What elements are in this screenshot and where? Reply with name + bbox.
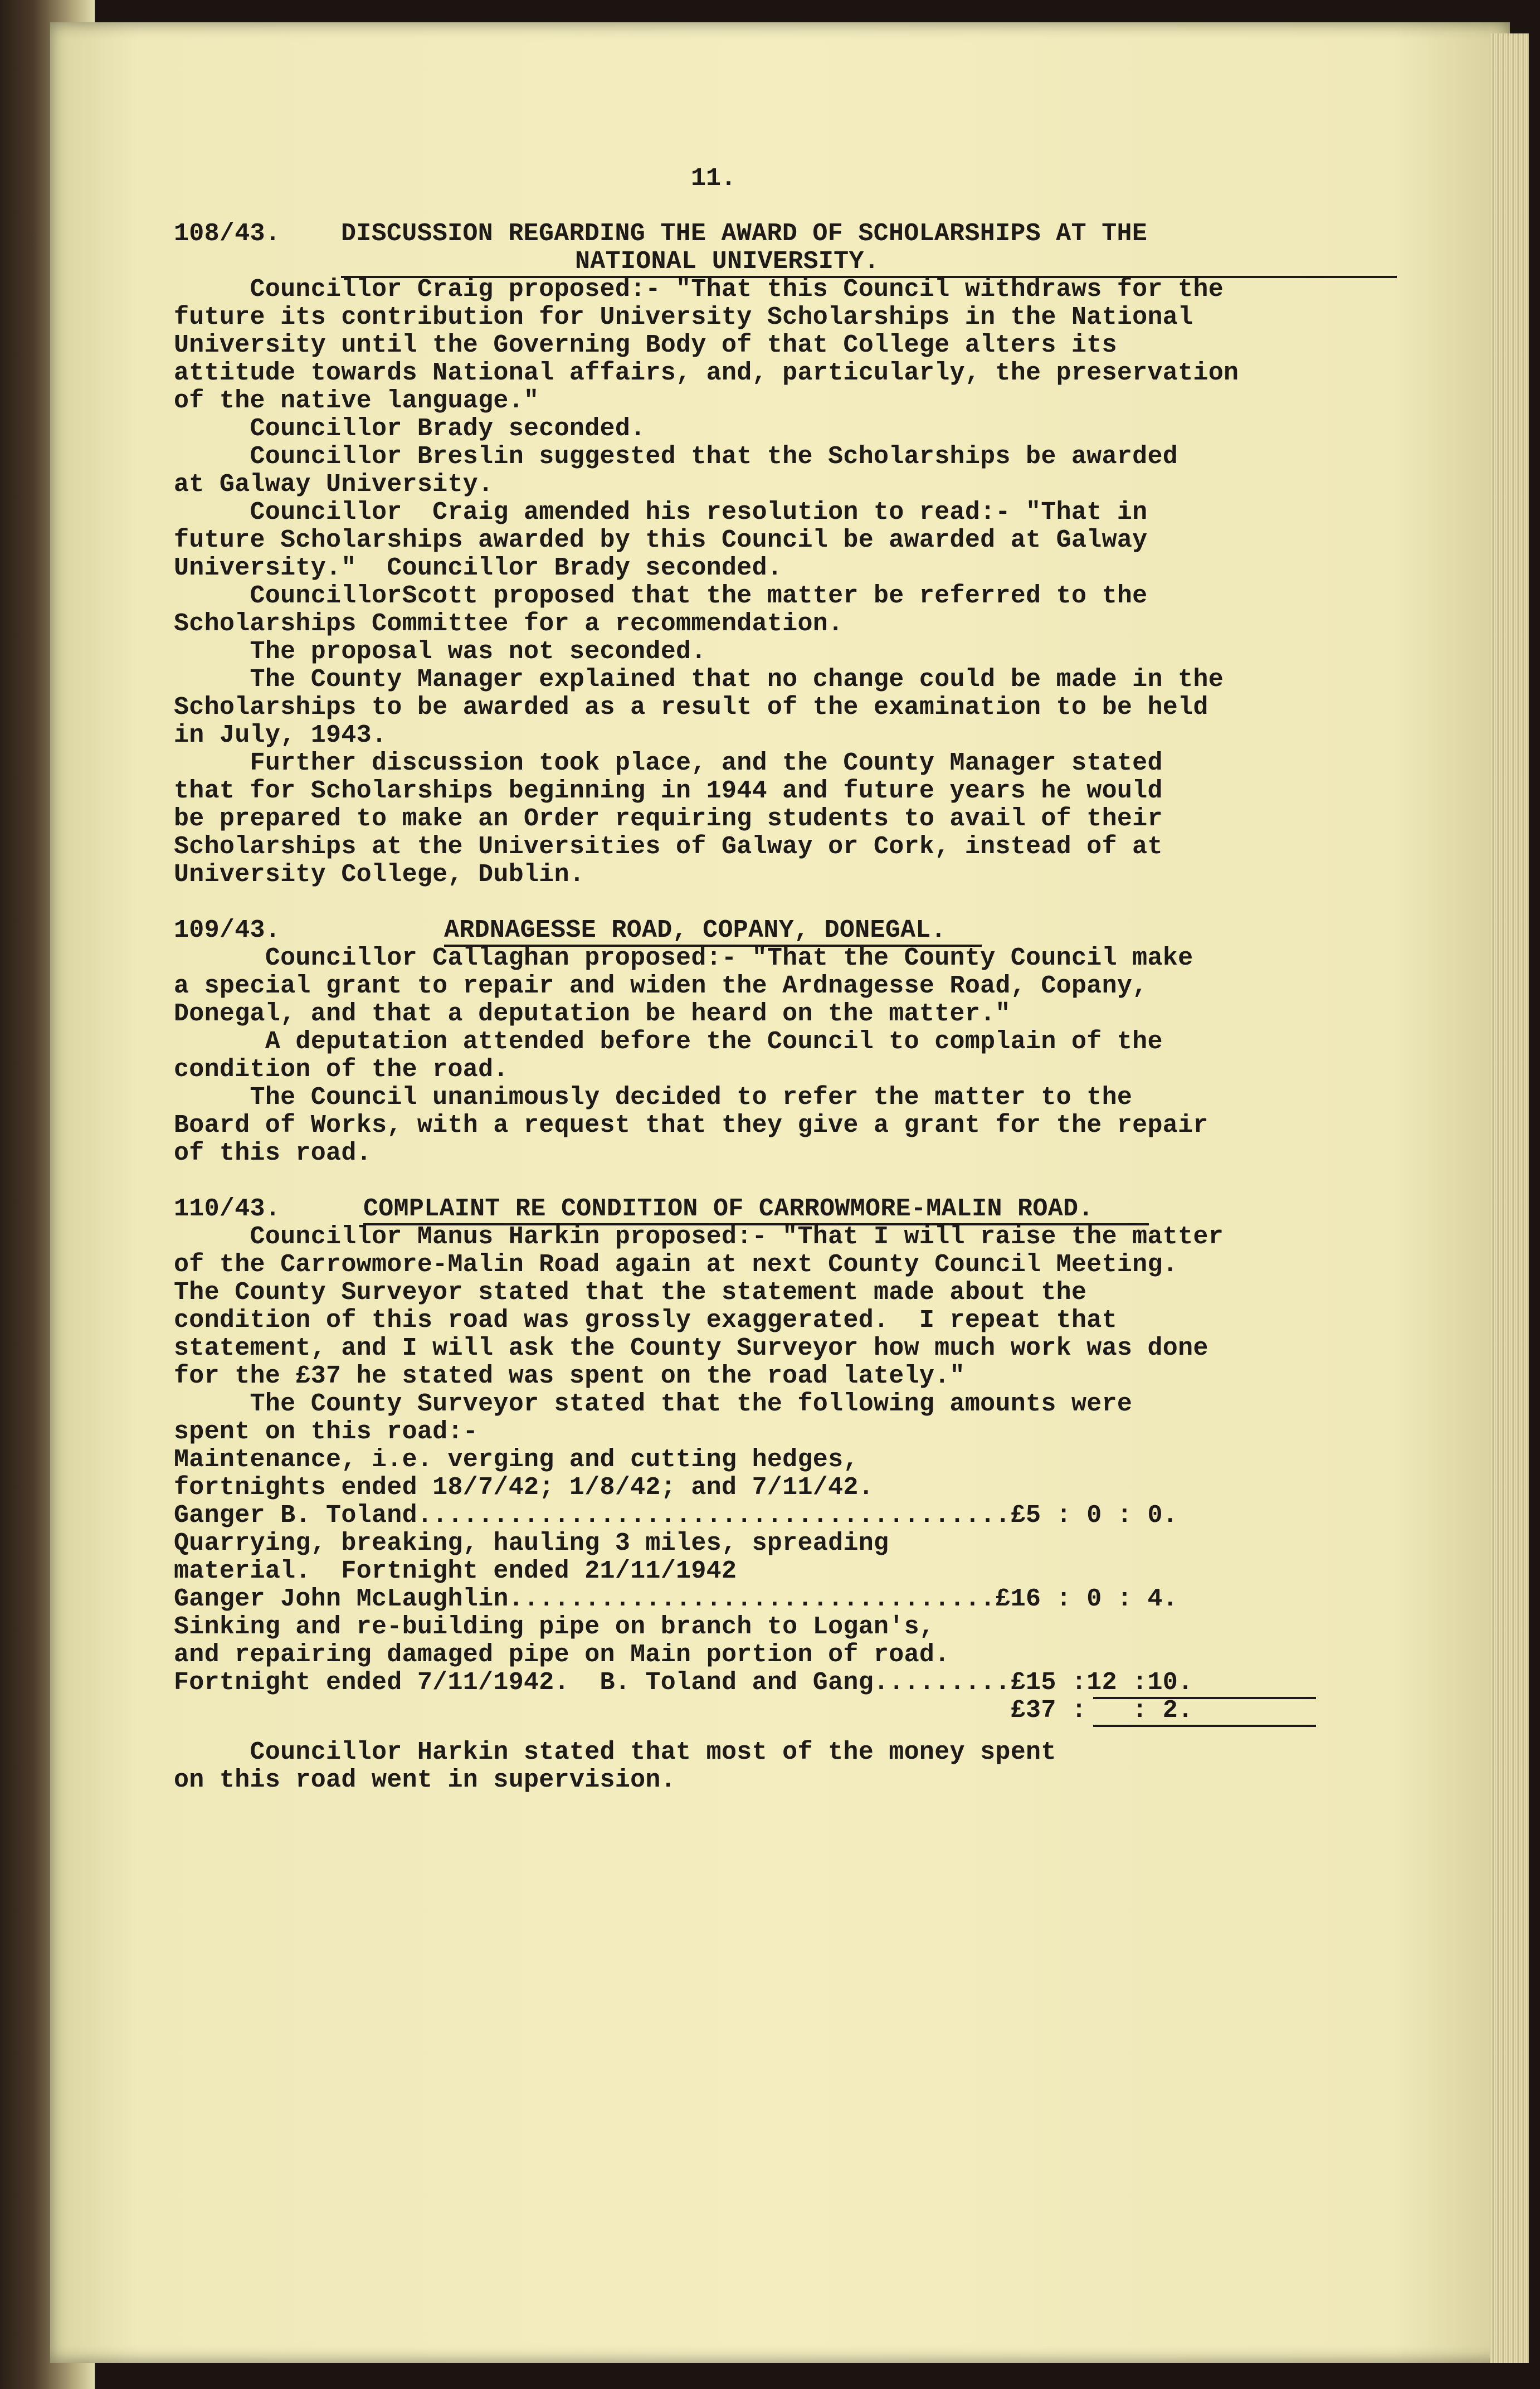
text-line: statement, and I will ask the County Surveyor how much work was done <box>174 1334 1208 1363</box>
text-line: be prepared to make an Order requiring students to avail of their <box>174 805 1163 833</box>
text-line: fortnights ended 18/7/42; 1/8/42; and 7/11/42. <box>174 1473 874 1502</box>
text-line: The County Surveyor stated that the following amounts were <box>174 1390 1133 1418</box>
section-number: 108/43. <box>174 220 281 248</box>
text-line: at Galway University. <box>174 470 494 499</box>
text-line: material. Fortnight ended 21/11/1942 <box>174 1557 737 1585</box>
text-line: condition of the road. <box>174 1055 509 1084</box>
text-line: Councillor Craig proposed:- "That this Council withdraws for the <box>174 275 1224 304</box>
text-line: spent on this road:- <box>174 1418 479 1446</box>
text-line: and repairing damaged pipe on Main portion of road. <box>174 1641 950 1669</box>
text-line: The Council unanimously decided to refer the matter to the <box>174 1083 1133 1112</box>
text-line: Further discussion took place, and the County Manager stated <box>174 749 1163 777</box>
text-line: Quarrying, breaking, hauling 3 miles, spreading <box>174 1529 889 1558</box>
text-line: of this road. <box>174 1139 372 1167</box>
text-line: Sinking and re-building pipe on branch to Logan's, <box>174 1613 935 1641</box>
text-line: The proposal was not seconded. <box>174 638 706 666</box>
section-heading: DISCUSSION REGARDING THE AWARD OF SCHOLARSHIPS AT THE <box>341 220 1148 248</box>
text-line: University." Councillor Brady seconded. <box>174 554 783 582</box>
text-line: that for Scholarships beginning in 1944 and future years he would <box>174 777 1163 805</box>
section-number: 109/43. <box>174 916 281 945</box>
text-line: Councillor Callaghan proposed:- "That the County Council make <box>174 944 1193 972</box>
text-line: future its contribution for University Scholarships in the National <box>174 303 1193 332</box>
text-line: Ganger John McLaughlin................................£16 : 0 : 4. <box>174 1585 1178 1613</box>
text-line: Board of Works, with a request that they give a grant for the repair <box>174 1111 1208 1140</box>
text-line: Maintenance, i.e. verging and cutting hedges, <box>174 1446 859 1474</box>
text-line: Councillor Manus Harkin proposed:- "That I will raise the matter <box>174 1223 1224 1251</box>
section-number: 110/43. <box>174 1195 281 1223</box>
total-underline <box>1093 1725 1316 1727</box>
text-line: Scholarships Committee for a recommendation. <box>174 610 844 638</box>
text-line: for the £37 he stated was spent on the road lately." <box>174 1362 965 1390</box>
text-line: £37 : : 2. <box>174 1696 1193 1725</box>
section-heading-cont: NATIONAL UNIVERSITY. <box>575 247 880 276</box>
text-line: condition of this road was grossly exaggerated. I repeat that <box>174 1306 1117 1335</box>
text-line: The County Manager explained that no change could be made in the <box>174 665 1224 694</box>
text-line: A deputation attended before the Council to complain of the <box>174 1028 1163 1056</box>
text-line: Councillor Breslin suggested that the Scholarships be awarded <box>174 442 1178 471</box>
text-line: in July, 1943. <box>174 721 387 750</box>
text-line: on this road went in supervision. <box>174 1766 676 1794</box>
text-line: Councillor Harkin stated that most of the money spent <box>174 1738 1056 1767</box>
text-line: University College, Dublin. <box>174 860 585 889</box>
text-line: Scholarships to be awarded as a result of the examination to be held <box>174 693 1208 722</box>
page-edges-right <box>1490 33 1529 2363</box>
text-line: of the Carrowmore-Malin Road again at next County Council Meeting. <box>174 1251 1178 1279</box>
text-line: CouncillorScott proposed that the matter be referred to the <box>174 582 1148 610</box>
text-line: The County Surveyor stated that the statement made about the <box>174 1278 1087 1307</box>
text-line: University until the Governing Body of that College alters its <box>174 331 1117 359</box>
text-line: Ganger B. Toland.......................................£5 : 0 : 0. <box>174 1501 1178 1530</box>
margin-mark: : <box>28 228 42 254</box>
document-body <box>174 0 1372 1950</box>
text-line: attitude towards National affairs, and, particularly, the preservation <box>174 359 1239 387</box>
text-line: Donegal, and that a deputation be heard on the matter." <box>174 1000 1011 1028</box>
text-line: future Scholarships awarded by this Council be awarded at Galway <box>174 526 1148 554</box>
text-line: a special grant to repair and widen the Ardnagesse Road, Copany, <box>174 972 1148 1000</box>
text-line: Fortnight ended 7/11/1942. B. Toland and Gang.........£15 :12 :10. <box>174 1668 1193 1697</box>
page-number: 11. <box>691 164 737 193</box>
section-heading: COMPLAINT RE CONDITION OF CARROWMORE-MALIN ROAD. <box>363 1195 1094 1223</box>
text-line: Councillor Craig amended his resolution to read:- "That in <box>174 498 1148 527</box>
text-line: of the native language." <box>174 387 539 415</box>
text-line: Scholarships at the Universities of Galway or Cork, instead of at <box>174 833 1163 861</box>
text-line: Councillor Brady seconded. <box>174 415 646 443</box>
section-heading: ARDNAGESSE ROAD, COPANY, DONEGAL. <box>444 916 947 945</box>
